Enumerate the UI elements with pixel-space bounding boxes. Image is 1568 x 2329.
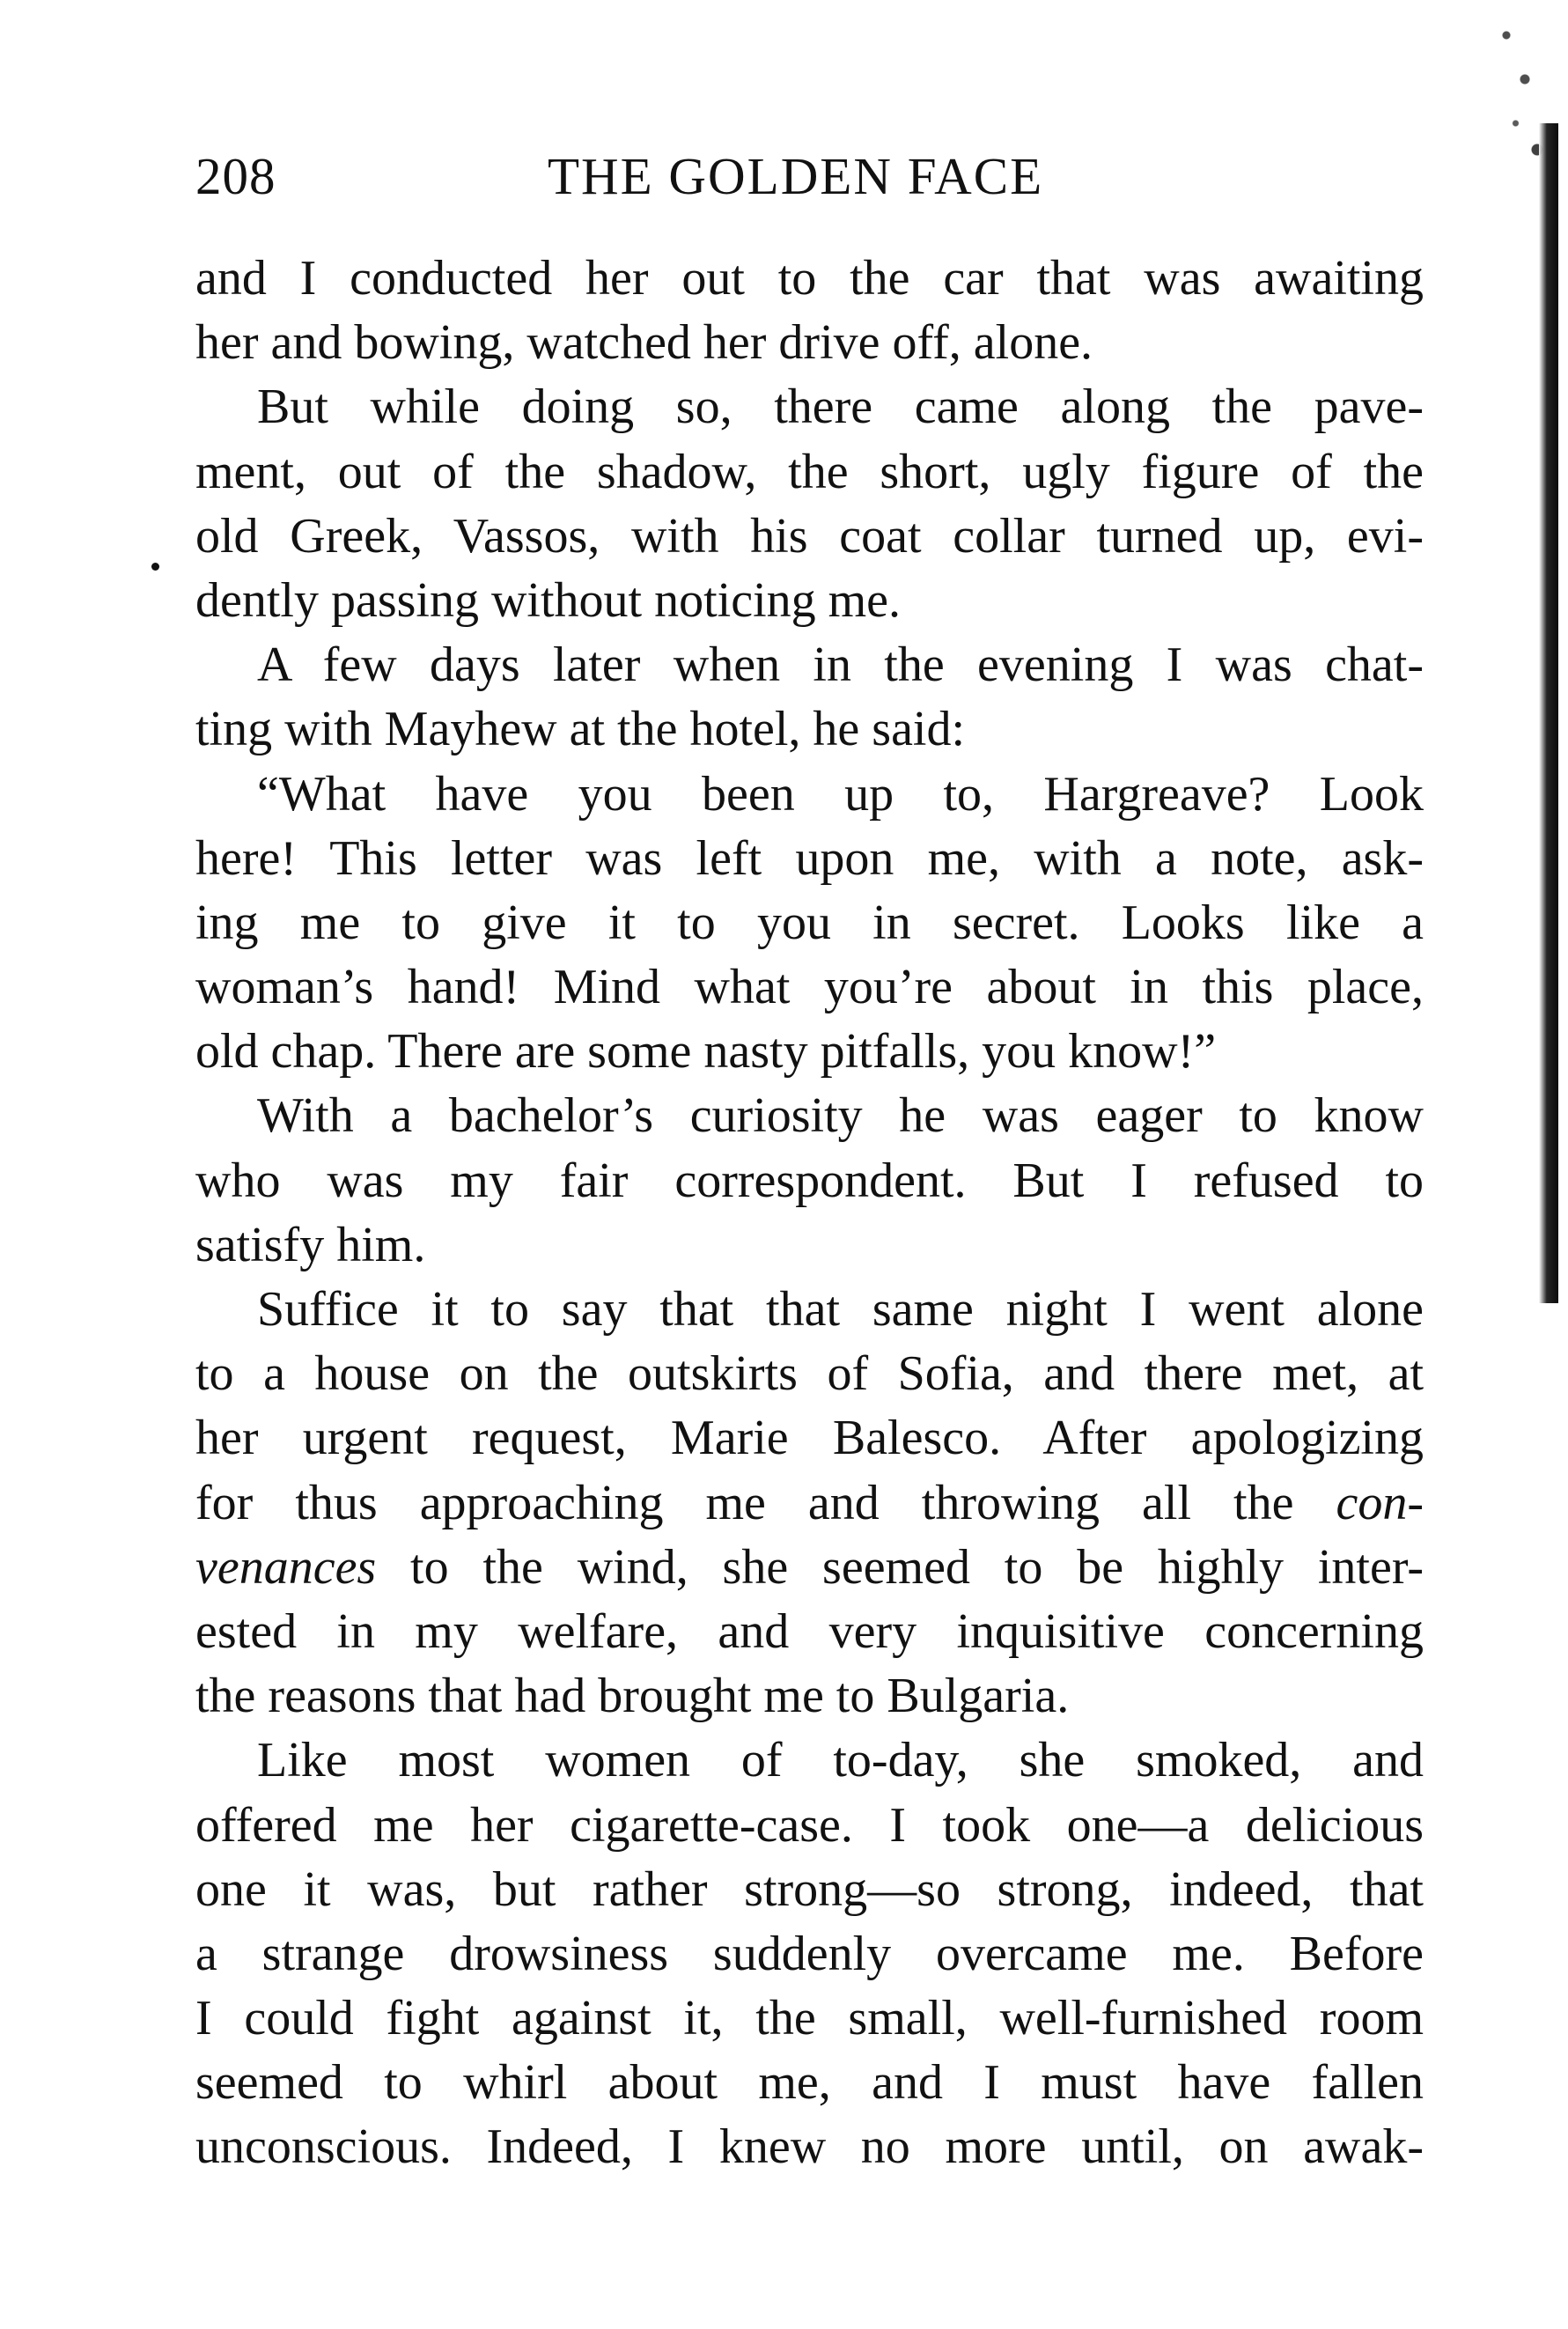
- text-segment: for thus approaching me and throwing all the: [195, 1475, 1336, 1530]
- running-head-title: THE GOLDEN FACE: [548, 147, 1044, 205]
- body-text: [195, 247, 1424, 2180]
- text-line: old chap. There are some nasty pitfalls, you know!”: [195, 1024, 1217, 1080]
- text-line: her and bowing, watched her drive off, alone.: [195, 315, 1093, 371]
- paragraph-4: [195, 763, 1424, 1085]
- text-line: woman’s hand! Mind what you’re about in this place,: [195, 960, 1424, 1015]
- running-head: [195, 145, 1424, 207]
- text-line: With a bachelor’s curiosity he was eager to know: [257, 1088, 1424, 1144]
- paragraph-6: [195, 1278, 1424, 1728]
- scan-binding-edge: [1539, 123, 1558, 1303]
- text-line: the reasons that had brought me to Bulgaria.: [195, 1669, 1070, 1724]
- text-line: ested in my welfare, and very inquisitive concerning: [195, 1603, 1424, 1659]
- text-line: satisfy him.: [195, 1217, 426, 1272]
- text-line: “What have you been up to, Hargreave? Look: [257, 766, 1424, 822]
- text-line: [195, 1471, 1424, 1536]
- page-number: 208: [195, 147, 276, 205]
- text-line: ment, out of the shadow, the short, ugly figure of the: [195, 444, 1424, 499]
- text-segment: to the wind, she seemed to be highly inter-: [376, 1539, 1424, 1595]
- text-line: [195, 1536, 1424, 1600]
- text-line: one it was, but rather strong—so strong, indeed, that: [195, 1861, 1424, 1917]
- text-line: A few days later when in the evening I was chat-: [257, 638, 1424, 693]
- text-line: unconscious. Indeed, I knew no more until, on awak-: [195, 2119, 1424, 2175]
- text-line: Suffice it to say that that same night I went alone: [257, 1282, 1424, 1337]
- text-line: But while doing so, there came along the pave-: [257, 380, 1424, 435]
- text-line: who was my fair correspondent. But I refused to: [195, 1153, 1424, 1208]
- text-line: I could fight against it, the small, well-furnished room: [195, 1991, 1424, 2046]
- text-line: ing me to give it to you in secret. Looks like a: [195, 895, 1424, 950]
- text-line: dently passing without noticing me.: [195, 572, 902, 628]
- text-line: ting with Mayhew at the hotel, he said:: [195, 702, 966, 757]
- text-line: seemed to whirl about me, and I must have fallen: [195, 2055, 1424, 2111]
- paragraph-3: [195, 633, 1424, 762]
- margin-ink-dot: [151, 563, 159, 571]
- paragraph-5: [195, 1084, 1424, 1278]
- paragraph-2: [195, 375, 1424, 633]
- text-line: to a house on the outskirts of Sofia, and there met, at: [195, 1346, 1424, 1402]
- text-line: Like most women of to-day, she smoked, and: [257, 1733, 1424, 1788]
- text-line: here! This letter was left upon me, with a note, ask-: [195, 830, 1424, 886]
- text-line: and I conducted her out to the car that was awaiting: [195, 251, 1424, 306]
- text-line: her urgent request, Marie Balesco. After apologizing: [195, 1411, 1424, 1466]
- text-line: offered me her cigarette-case. I took one—a delicious: [195, 1797, 1424, 1853]
- text-line: a strange drowsiness suddenly overcame me. Before: [195, 1926, 1424, 1981]
- text-line: old Greek, Vassos, with his coat collar turned up, evi-: [195, 508, 1424, 564]
- paragraph-1: [195, 247, 1424, 375]
- paragraph-7: [195, 1728, 1424, 2179]
- italic-term: venances: [195, 1539, 377, 1595]
- italic-term: con-: [1336, 1475, 1424, 1530]
